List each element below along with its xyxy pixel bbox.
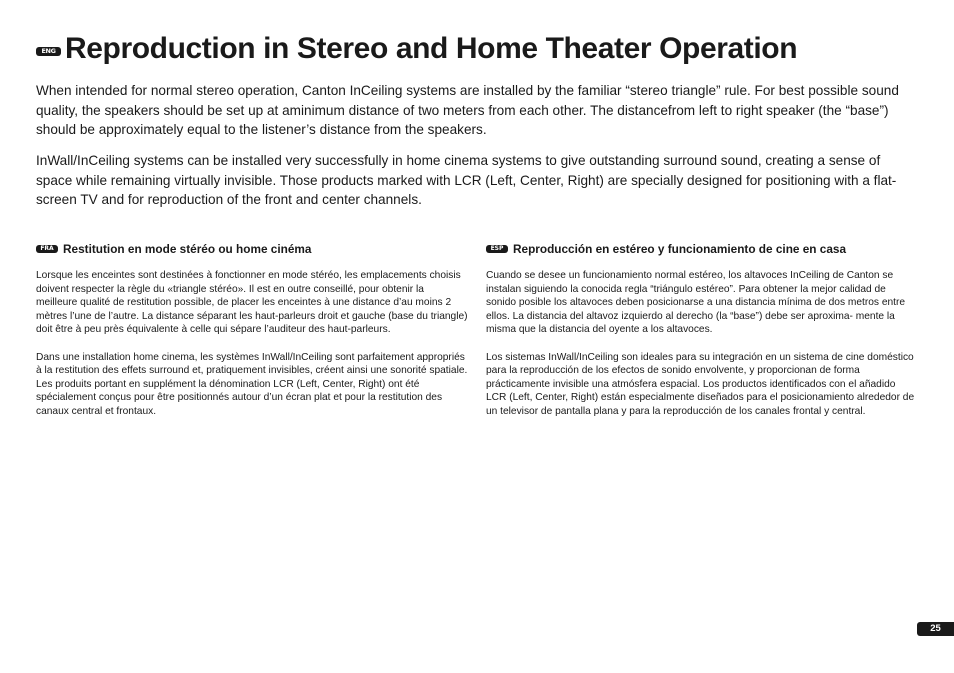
french-paragraph-1: Lorsque les enceintes sont destinées à fonctionner en mode stéréo, les emplacements choisis doivent respecter la règle du «triangle stéréo». Il est en outre conseillé, pour obtenir la meilleure qualité de restitution possible, de placer les enceintes à une distance d’au moins 2 mètres l’une de l’autre. La distance séparant les haut-parleurs droit et gauche (base du triangle) doit être à peu près équivalente à celle qui sépare l’auditeur des haut-parleurs.: [36, 270, 468, 336]
page-number: 25: [917, 622, 954, 636]
page-title: [36, 28, 936, 70]
spanish-heading: [486, 240, 918, 258]
intro-paragraph-2: InWall/InCeiling systems can be installed very successfully in home cinema systems to give outstanding surround sound, creating a sense of space while remaining virtually invisible. Those products marked with LCR (Left, Center, Right) are specially designed for positioning with a flat-screen TV and for reproduction of the front and center channels.: [36, 153, 897, 207]
spanish-paragraph-2: Los sistemas InWall/InCeiling son ideales para su integración en un sistema de cine doméstico para la reproducción de los efectos de sonido envolvente, y proporcionan de forma prácticamente invisible una atmósfera espacial. Los productos identificados con el añadido LCR (Left, Center, Right) están especialmente diseñados para el posicionamiento alrededor de un televisor de pantalla plana y para la reproducción de los canales frontal y central.: [486, 351, 915, 417]
intro-paragraph-1: When intended for normal stereo operation, Canton InCeiling systems are installed by the familiar “stereo triangle” rule. For best possible sound quality, the speakers should be set up at aminimum distance of two meters from each other. The distancefrom left to right speaker (the “base”) should be approximately equal to the listener’s distance from the speakers.: [36, 83, 899, 137]
spanish-paragraph-1: Cuando se desee un funcionamiento normal estéreo, los altavoces InCeiling de Canton se instalan siguiendo la conocida regla “triángulo estéreo”. Para obtener la mejor calidad de sonido posible los altavoces deben posicionarse a una distancia mínima de dos metros entre ellos. La distancia del altavoz izquierdo al derecho (la “base”) debe ser aproxima- mente la misma que la distancia del oyente a los altavoces.: [486, 270, 906, 336]
language-badge-fra: FRA: [36, 245, 58, 253]
french-heading: [36, 240, 468, 258]
french-heading-text: Restitution en mode stéréo ou home cinéma: [63, 242, 312, 256]
spanish-section: [486, 240, 918, 419]
french-section: [36, 240, 468, 419]
page-title-text: Reproduction in Stereo and Home Theater Operation: [65, 32, 798, 65]
language-badge-esp: ESP: [486, 245, 508, 253]
french-paragraph-2: Dans une installation home cinema, les systèmes InWall/InCeiling sont parfaitement appropriés à la restitution des effets surround et, pratiquement invisibles, créent ainsi une sonorité spatiale. Les produits portant en supplément la dénomination LCR (Left, Center, Right) ont été spécialement conçus pour être positionnés autour d’un écran plat et pour la restitution des canaux central et frontaux.: [36, 351, 468, 417]
spanish-heading-text: Reproducción en estéreo y funcionamiento de cine en casa: [513, 242, 847, 256]
language-badge-eng: ENG: [36, 47, 61, 56]
